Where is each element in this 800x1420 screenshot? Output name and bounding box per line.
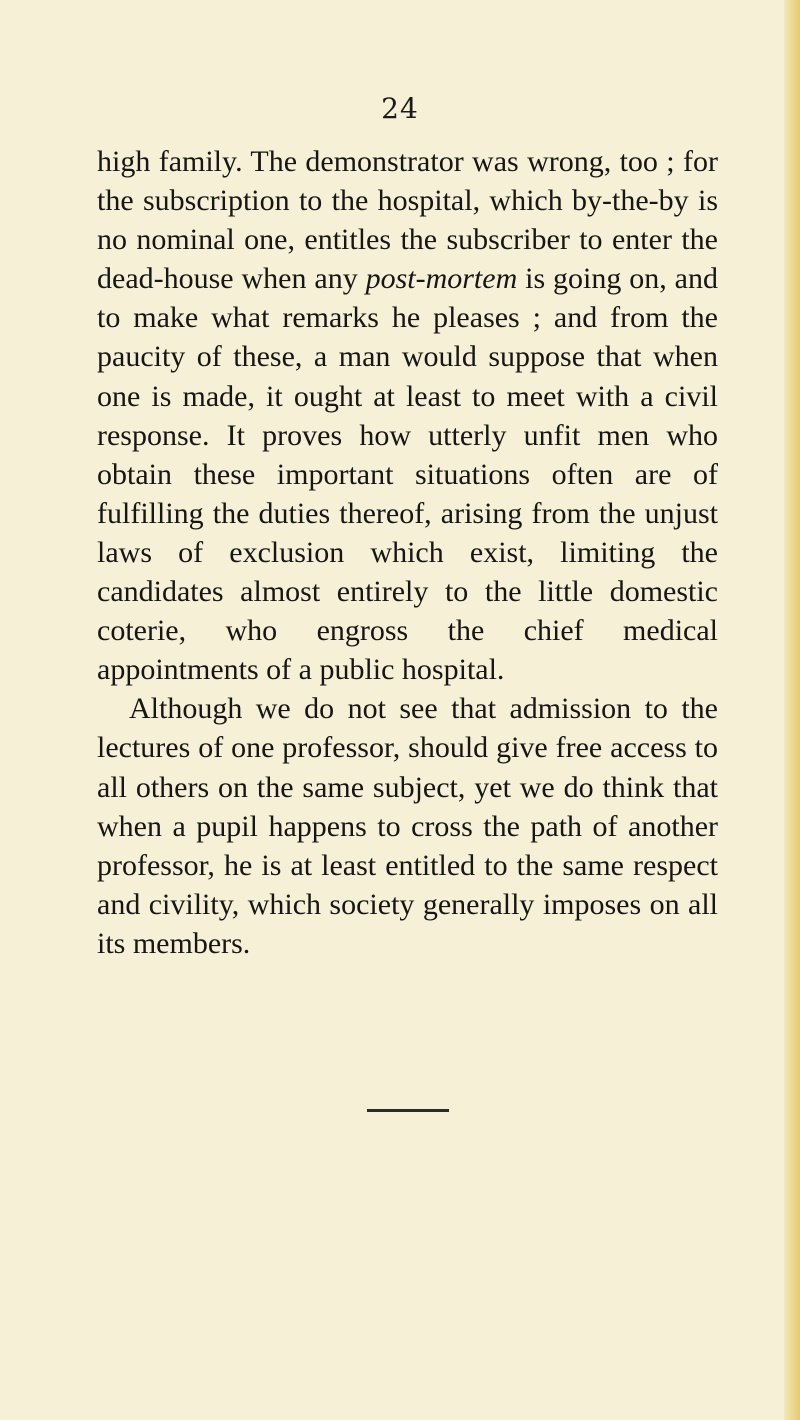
body-text	[97, 142, 718, 963]
page-number: 24	[381, 92, 419, 125]
end-rule	[367, 1109, 449, 1112]
italic-term: post-mortem	[365, 262, 518, 296]
paragraph-text: high family. The demonstrator was wrong, too ; for the subscription to the hospital, which by-the-by is no nominal one, entitles the subscriber to enter the dead-house when any	[97, 145, 718, 296]
page-edge	[784, 0, 800, 1420]
paragraph-text: is going on, and to make what remarks he pleases ; and from the paucity of these, a man would suppose that when one is made, it ought at least to meet with a civil response. It proves how utterly unfit men who obtain these important situations often are of fulfilling the duties thereof, arising from the unjust laws of exclusion which exist, limiting the candidates almost entirely to the little domestic coterie, who engross the chief medical appointments of a public hospital.	[97, 262, 718, 687]
paragraph: Although we do not see that admission to the lectures of one professor, should give free access to all others on the same subject, yet we do think that when a pupil happens to cross the path of another professor, he is at least entitled to the same respect and civility, which society generally imposes on all its members.	[97, 692, 718, 960]
paragraph	[97, 142, 718, 689]
